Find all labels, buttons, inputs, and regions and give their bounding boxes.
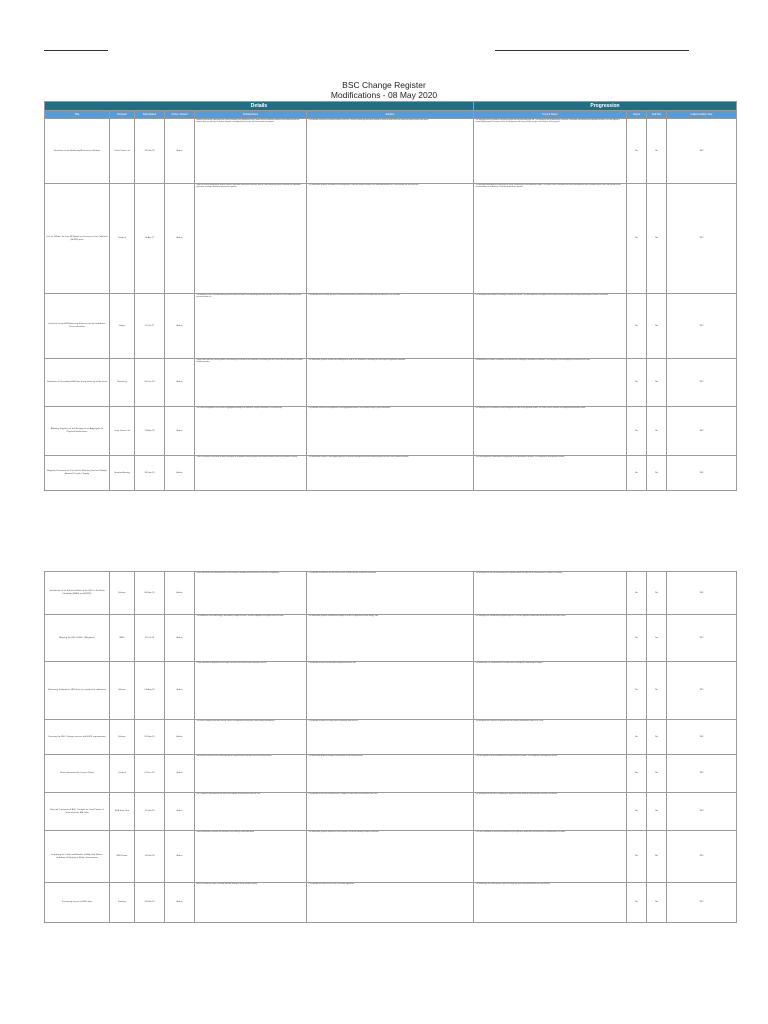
- cell-active-closed: Active: [165, 720, 195, 755]
- cell-proposer: Sunlinks: [110, 883, 135, 923]
- cell-current-status: The Panel approved the Modification for progression to the Assessment Procedure. The Workgroup is developing the solution.: [474, 456, 627, 491]
- cell-problem: Interconnector losses are not currently allocated in a way that reflects the flows across the interconnectors.: [195, 755, 307, 793]
- cell-solution: This Modification proposes adjustments to the imbalance calculation following a market intervention.: [307, 831, 474, 883]
- group-details: Details: [45, 102, 474, 111]
- cell-implementation-date: TBC: [667, 119, 737, 184]
- cell-current-status: The Panel agreed to issue the Modification to the Assessment Procedure. The Workgroup is developing the solution.: [474, 755, 627, 793]
- cell-implementation-date: TBC: [667, 720, 737, 755]
- col-implementation-date: Implementation date: [667, 111, 737, 119]
- cell-date-raised: 10-Apr-17: [135, 184, 165, 294]
- cell-problem: Access to certain BSC data is currently restricted, limiting its use by the wider industry.: [195, 883, 307, 923]
- cell-solution: It is proposed to amend the arrangements so that aggregated volumes can be notified through Physical Notifications.: [307, 407, 474, 456]
- cell-urgent: No: [627, 883, 647, 923]
- cell-date-raised: 28-Jan-19: [135, 119, 165, 184]
- cell-problem: BSC Charges for Interconnector BM Units are not applied consistently with other BM Units.: [195, 793, 307, 831]
- cell-title: Revised Treatment of BSC Charges for Lead Parties of Interconnector BM Units: [45, 793, 110, 831]
- col-date-raised: Date Raised: [135, 111, 165, 119]
- cell-date-raised: 10-Dec-18: [135, 359, 165, 407]
- group-progression: Progression: [474, 102, 737, 111]
- cell-active-closed: Active: [165, 294, 195, 359]
- table-row: [45, 793, 737, 831]
- cell-problem: Balancing Mechanism submissions are currently required to be submitted by Gate Closure and the relationship between these timescales and the dispatch decisions taken by the System Operator is misaligned with the way in which the market now operates.: [195, 119, 307, 184]
- cell-active-closed: Active: [165, 615, 195, 662]
- cell-implementation-date: TBC: [667, 755, 737, 793]
- cell-date-raised: 11-Mar-19: [135, 407, 165, 456]
- cell-title: Settlement of Secondary BM Units using metering at the asset: [45, 359, 110, 407]
- table-row: [45, 184, 737, 294]
- cell-active-closed: Active: [165, 755, 195, 793]
- cell-title: Securing the BSC Change process with ERIK requirements: [45, 720, 110, 755]
- col-active-closed: Active / Closed: [165, 111, 195, 119]
- cell-solution: It is proposed to increase access to BSC data where appropriate.: [307, 883, 474, 923]
- table-row: [45, 831, 737, 883]
- cell-problem: The current change process does not fully capture the requirements arising from recent industry developments.: [195, 720, 307, 755]
- table-row: [45, 294, 737, 359]
- cell-active-closed: Active: [165, 793, 195, 831]
- cell-current-status: The Workgroup has met and is considering the proposed solution ahead of the Assessment Procedure Consultation.: [474, 793, 627, 831]
- cell-self-gov: Yes: [647, 615, 667, 662]
- column-header-row: [45, 111, 737, 119]
- cell-solution: This Modification proposes consequential changes to the BSC to align with the Retail Energy Code.: [307, 615, 474, 662]
- cell-date-raised: 05-Jul-19: [135, 615, 165, 662]
- table-row: [45, 662, 737, 720]
- document-title-block: [0, 80, 768, 100]
- cell-active-closed: Active: [165, 407, 195, 456]
- cell-solution: It is proposed to remove the redundant arrangements from the BSC.: [307, 662, 474, 720]
- col-self-gov: Self Gov: [647, 111, 667, 119]
- cell-self-gov: No: [647, 407, 667, 456]
- cell-current-status: The Workgroup has met and is developing the proposed solution and legal text for the Assessment Procedure Consultation.: [474, 572, 627, 615]
- table-row: [45, 456, 737, 491]
- cell-urgent: No: [627, 755, 647, 793]
- cell-title: Improving the Code and Benefits of Adjusting Market Imbalance Following a Market Intervention: [45, 831, 110, 883]
- cell-urgent: No: [627, 184, 647, 294]
- cell-title: Introduction of an Enhanced Role in the BSC to Facilitate Flexibility (BMRS and MVRN): [45, 572, 110, 615]
- cell-implementation-date: TBC: [667, 407, 737, 456]
- cell-date-raised: 13-Mar-20: [135, 883, 165, 923]
- cell-problem: Market participants have identified barriers to the provision of flexibility services within the current BSC arrangements.: [195, 572, 307, 615]
- cell-implementation-date: TBC: [667, 572, 737, 615]
- cell-active-closed: Active: [165, 184, 195, 294]
- cell-title: Mapping Consumer for Pay and Go Metering that has Multiple Metered Periods / Supply: [45, 456, 110, 491]
- cell-proposer: Flexitricity: [110, 359, 135, 407]
- cell-implementation-date: TBC: [667, 883, 737, 923]
- cell-self-gov: No: [647, 572, 667, 615]
- register-table-2: [44, 571, 737, 923]
- cell-proposer: Elexon: [110, 662, 135, 720]
- document-title: BSC Change Register: [342, 80, 426, 90]
- cell-title: Flow Interconnector Losses (Flow): [45, 755, 110, 793]
- cell-self-gov: No: [647, 662, 667, 720]
- cell-solution: The Modification proposes a new mapping approach to allocate consumption from these metering systems into the correct Settlement periods.: [307, 456, 474, 491]
- cell-self-gov: No: [647, 793, 667, 831]
- cell-problem: Market interventions can distort the imbalance prices faced by market participants.: [195, 831, 307, 883]
- table-row: [45, 720, 737, 755]
- cell-self-gov: No: [647, 831, 667, 883]
- cell-title: Revisions to the Balancing Mechanism Window: [45, 119, 110, 184]
- cell-current-status: The Panel considered the Initial Written Assessment and agreed the Modification should proceed to the Assessment Procedure.: [474, 831, 627, 883]
- cell-proposer: BEIS: [110, 615, 135, 662]
- cell-self-gov: No: [647, 294, 667, 359]
- cell-urgent: No: [627, 359, 647, 407]
- cell-current-status: The Workgroup held a number of meetings to develop the solution. The Panel agreed the Workgroup should carry out further analysis before issuing its Assessment Procedure Consultation.: [474, 294, 627, 359]
- cell-proposer: Uniper: [110, 294, 135, 359]
- cell-active-closed: Active: [165, 456, 195, 491]
- cell-active-closed: Active: [165, 831, 195, 883]
- cell-implementation-date: TBC: [667, 294, 737, 359]
- cell-date-raised: 13-Jan-20: [135, 793, 165, 831]
- cell-proposer: Centrica: [110, 184, 135, 294]
- cell-problem: The current arrangements do not allow for aggregated flexibility to be reflected in Physical Notifications in an efficient way.: [195, 407, 307, 456]
- cell-urgent: No: [627, 831, 647, 883]
- cell-solution: It is proposed to revise the treatment of BSC Charges for Lead Parties of Interconnector BM Units.: [307, 793, 474, 831]
- cell-urgent: No: [627, 119, 647, 184]
- cell-self-gov: No: [647, 755, 667, 793]
- register-table-1: [44, 101, 737, 491]
- cell-proposer: Centrica: [110, 755, 135, 793]
- cell-implementation-date: TBC: [667, 456, 737, 491]
- cell-title: Aligning the BSC & REC Obligations: [45, 615, 110, 662]
- cell-self-gov: No: [647, 359, 667, 407]
- cell-solution: It is proposed that the volume and price of relevant non-BM balancing services are included within the Imbalance Price calculation.: [307, 294, 474, 359]
- cell-self-gov: No: [647, 456, 667, 491]
- cell-current-status: The Assessment Procedure Consultation was issued and the Workgroup considered the responses. The Workgroup is now developing its final report for the Panel.: [474, 359, 627, 407]
- cell-solution: This Modification proposes to introduce new arrangements to allow the relevant volumes to be reallocated between BSC Parties through the MVRN process.: [307, 184, 474, 294]
- cell-current-status: The Workgroup met to consider the proposed solution and the associated legal text. The Workgroup held its Assessment Procedure Consultation and reviewed the responses received. The Panel agreed to extend the Assessment Procedure so that the Workgroup could carry out further analysis of the impacts of the proposal.: [474, 119, 627, 184]
- col-title: Title: [45, 111, 110, 119]
- cell-current-status: The Workgroup developed the solution and the Panel considered the Draft Modification Report. The Report Phase Consultation was issued and responses were considered by the Panel, which made its final recommendation to the Authority. The Authority decision is awaited.: [474, 184, 627, 294]
- cell-title: Use of 'Offtake' for Line 6B Balancing Services in the Collateral (MVRN) area: [45, 184, 110, 294]
- col-urgent: Urgent: [627, 111, 647, 119]
- cell-urgent: No: [627, 720, 647, 755]
- register-page-2: [44, 571, 736, 923]
- cell-current-status: The Modification is in the Assessment Procedure and the Workgroup is considering the impacts.: [474, 662, 627, 720]
- cell-self-gov: No: [647, 184, 667, 294]
- cell-urgent: No: [627, 572, 647, 615]
- cell-implementation-date: TBC: [667, 831, 737, 883]
- col-proposer: Proposer: [110, 111, 135, 119]
- cell-solution: It is proposed to update the change process provisions within the BSC.: [307, 720, 474, 755]
- cell-implementation-date: TBC: [667, 615, 737, 662]
- cell-urgent: No: [627, 294, 647, 359]
- register-page-1: [44, 101, 736, 491]
- cell-date-raised: 07-Dec-19: [135, 755, 165, 793]
- cell-title: Allowing Suppliers to Sell Energy via an Aggregator to Physical Notifications: [45, 407, 110, 456]
- cell-active-closed: Active: [165, 662, 195, 720]
- cell-proposer: ESB Inter Gen: [110, 793, 135, 831]
- cell-problem: Under the current arrangements Metered Volume Reallocation Notifications cannot be used for certain balancing services delivered from embedded generation, resulting in imbalance exposure for suppliers.: [195, 184, 307, 294]
- cell-urgent: No: [627, 793, 647, 831]
- group-header-row: [45, 102, 737, 111]
- cell-title: Inclusion of non-BM Balancing Services into the Imbalance Price calculation: [45, 294, 110, 359]
- cell-date-raised: 08-Mar-19: [135, 572, 165, 615]
- cell-problem: Certain settlement arrangements are no longer used and create unnecessary complexity in the BSC.: [195, 662, 307, 720]
- cell-proposer: BMI Power: [110, 831, 135, 883]
- cell-proposer: Drax Power Ltd: [110, 119, 135, 184]
- cell-date-raised: 13-Feb-20: [135, 831, 165, 883]
- col-solution: Solution: [307, 111, 474, 119]
- table-row: [45, 572, 737, 615]
- cell-self-gov: No: [647, 883, 667, 923]
- cell-date-raised: 13-Aug-19: [135, 662, 165, 720]
- col-current-status: Current Status: [474, 111, 627, 119]
- col-problem: Problem/Issue: [195, 111, 307, 119]
- cell-date-raised: 11-Oct-17: [135, 294, 165, 359]
- cell-solution: This Modification proposes changes to the allocation of interconnector losses.: [307, 755, 474, 793]
- cell-solution: It is proposed to amend the relevant provisions of the BSC so that the Balancing Mechanism window is revised to better reflect the timescales used by market participants.: [307, 119, 474, 184]
- cell-urgent: No: [627, 407, 647, 456]
- cell-urgent: No: [627, 662, 647, 720]
- cell-problem: The introduction of the Retail Energy Code requires changes to the BSC to ensure obligations are aligned across the codes.: [195, 615, 307, 662]
- cell-current-status: The Modification was raised and the Panel will consider the Initial Written Assessment at its next meeting.: [474, 883, 627, 923]
- cell-proposer: Elexon: [110, 572, 135, 615]
- cell-urgent: No: [627, 615, 647, 662]
- cell-title: Increasing access to BSC data: [45, 883, 110, 923]
- cell-solution: It is proposed to introduce a new role within the BSC to better facilitate the provision of flexibility.: [307, 572, 474, 615]
- cell-active-closed: Active: [165, 572, 195, 615]
- register-body-1: [45, 119, 737, 491]
- cell-current-status: The Workgroup met to consider the issue and agreed the scope of the proposed solution. The Panel is due to consider the Workgroup's Assessment Report.: [474, 407, 627, 456]
- cell-active-closed: Active: [165, 359, 195, 407]
- table-row: [45, 119, 737, 184]
- cell-urgent: No: [627, 456, 647, 491]
- top-left-rule: [44, 50, 108, 51]
- top-right-rule: [495, 50, 689, 51]
- cell-proposer: Elexon: [110, 720, 135, 755]
- cell-solution: This Modification proposes to allow asset metering to be used for the Settlement of Secondary BM Units subject to appropriate standards.: [307, 359, 474, 407]
- register-body-2: [45, 572, 737, 923]
- cell-implementation-date: TBC: [667, 184, 737, 294]
- cell-active-closed: Active: [165, 119, 195, 184]
- cell-implementation-date: TBC: [667, 793, 737, 831]
- cell-title: Removing Settlement's BM Units as a method of settlement: [45, 662, 110, 720]
- table-row: [45, 883, 737, 923]
- cell-implementation-date: TBC: [667, 662, 737, 720]
- cell-current-status: The Workgroup met to discuss the proposal and will present its Assessment Report to the Panel.: [474, 720, 627, 755]
- cell-current-status: The Workgroup has considered the proposed legal text. The Panel agreed the Modification should proceed to the Report Phase.: [474, 615, 627, 662]
- table-row: [45, 407, 737, 456]
- table-row: [45, 615, 737, 662]
- cell-date-raised: 10-Sep-19: [135, 720, 165, 755]
- document-subtitle: Modifications - 08 May 2020: [330, 90, 438, 100]
- cell-self-gov: No: [647, 720, 667, 755]
- cell-proposer: Grey Green Ltd: [110, 407, 135, 456]
- cell-self-gov: No: [647, 119, 667, 184]
- table-row: [45, 755, 737, 793]
- cell-problem: There is currently no mechanism to map consumption for prepayment metering systems with multiple metered periods into Settlement correctly.: [195, 456, 307, 491]
- cell-date-raised: 28-Jan-19: [135, 456, 165, 491]
- cell-problem: The Imbalance Price is calculated using only balancing actions taken in the Balancing Mechanism and does not reflect the cost of balancing services procured outside of it.: [195, 294, 307, 359]
- cell-implementation-date: TBC: [667, 359, 737, 407]
- cell-problem: Virtual Lead Parties are currently unable to use metering at the asset for the Settlement of Secondary BM Units, which limits the participation of smaller flexibility providers.: [195, 359, 307, 407]
- table-row: [45, 359, 737, 407]
- cell-active-closed: Active: [165, 883, 195, 923]
- cell-proposer: SmartestEnergy: [110, 456, 135, 491]
